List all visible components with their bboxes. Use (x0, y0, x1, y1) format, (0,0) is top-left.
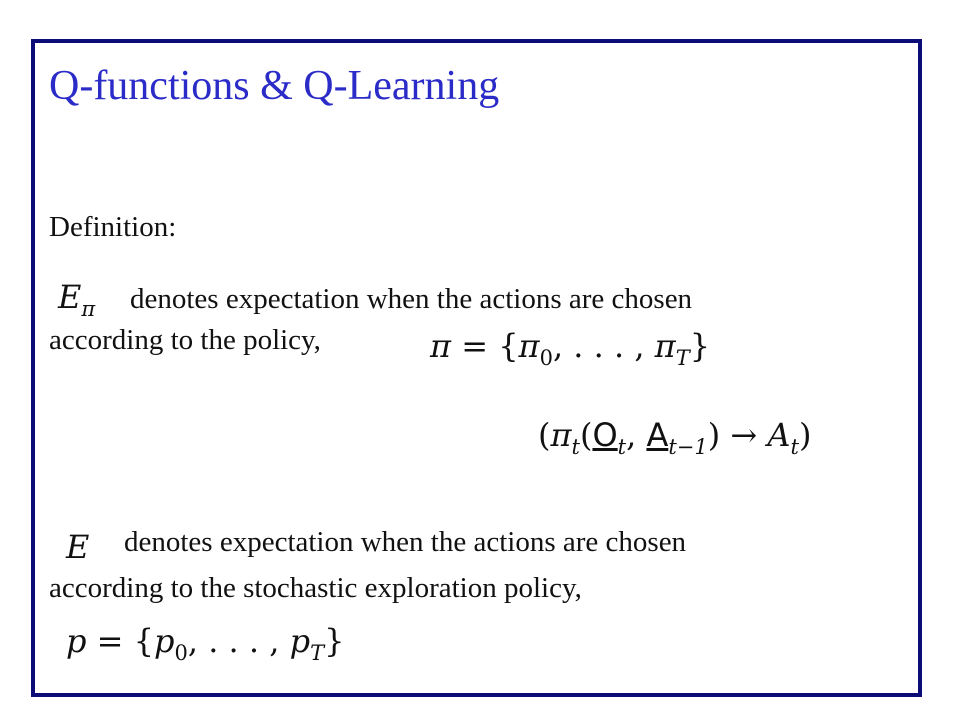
slide-title: Q-functions & Q-Learning (49, 63, 500, 109)
expectation-symbol: E (66, 528, 90, 566)
policy-mapping-formula: ($\pi_t(O_t$, $A_{t-1}) \to A_t$) (538, 416, 812, 459)
exploration-policy-formula: $p = \{p_0$, . . . , $p_T$} (66, 622, 345, 665)
definition-label: Definition: (49, 211, 177, 243)
definition-line-4: according to the stochastic exploration policy, (49, 572, 582, 604)
definition-line-1: denotes expectation when the actions are chosen (130, 283, 693, 315)
definition-line-3: denotes expectation when the actions are chosen (124, 526, 687, 558)
policy-set-formula: $\pi = \{\pi_0$, . . . , $\pi_T$} (430, 327, 711, 370)
definition-line-2: according to the policy, (49, 324, 321, 356)
expectation-pi-symbol: $E_\pi$ (58, 278, 96, 321)
